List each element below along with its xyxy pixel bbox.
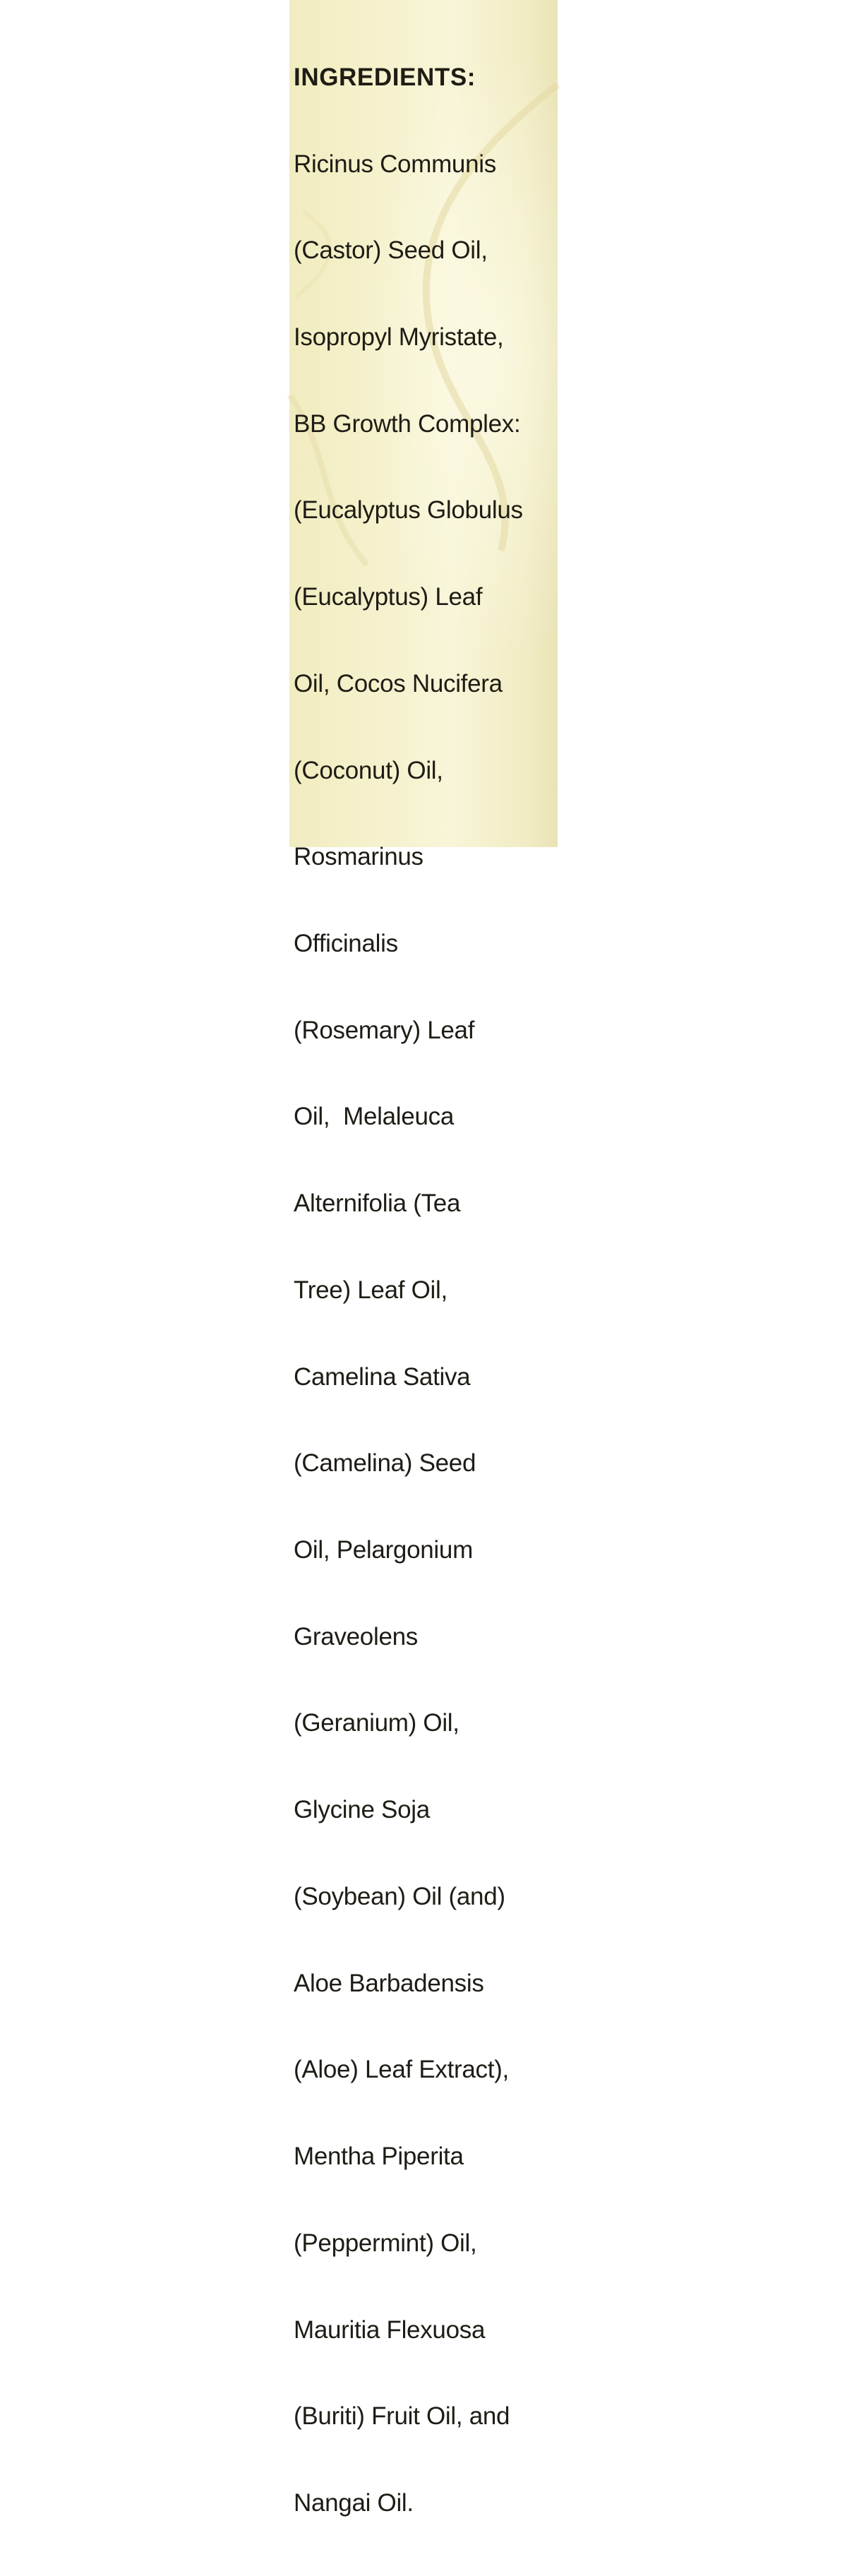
ingredients-heading: INGREDIENTS: (294, 63, 476, 91)
ingredient-line: Oil, Melaleuca (294, 1103, 454, 1131)
ingredient-line: Alternifolia (Tea (294, 1190, 461, 1218)
ingredient-line: Graveolens (294, 1622, 418, 1651)
ingredients-text (294, 6, 556, 2576)
ingredient-line: (Castor) Seed Oil, (294, 236, 488, 265)
ingredient-line: Oil, Pelargonium (294, 1536, 473, 1564)
ingredient-line: Mauritia Flexuosa (294, 2316, 486, 2344)
ingredient-line: Aloe Barbadensis (294, 1969, 484, 1997)
ingredient-line: BB Growth Complex: (294, 409, 521, 438)
ingredient-line: (Rosemary) Leaf (294, 1016, 475, 1044)
ingredient-line: Officinalis (294, 930, 398, 957)
ingredient-line: Nangai Oil. (294, 2488, 414, 2517)
ingredient-line: (Soybean) Oil (and) (294, 1882, 505, 1910)
ingredient-line: (Eucalyptus) Leaf (294, 583, 483, 611)
ingredient-line: Camelina Sativa (294, 1362, 471, 1391)
ingredient-line: (Camelina) Seed (294, 1449, 476, 1478)
ingredient-line: Mentha Piperita (294, 2143, 464, 2171)
bottle-label (289, 0, 558, 2517)
ingredient-line: Tree) Leaf Oil, (294, 1276, 447, 1304)
ingredient-line: Oil, Cocos Nucifera (294, 669, 503, 697)
ingredient-line: (Peppermint) Oil, (294, 2229, 477, 2257)
ingredient-line: Glycine Soja (294, 1796, 430, 1824)
ingredient-line: Ricinus Communis (294, 150, 496, 178)
ingredient-line: Rosmarinus (294, 843, 424, 871)
ingredient-line: (Coconut) Oil, (294, 756, 443, 784)
ingredient-line: (Geranium) Oil, (294, 1709, 459, 1737)
ingredient-line: Isopropyl Myristate, (294, 323, 504, 351)
ingredient-line: (Aloe) Leaf Extract), (294, 2056, 509, 2084)
ingredient-line: (Buriti) Fruit Oil, and (294, 2402, 510, 2431)
ingredient-line: (Eucalyptus Globulus (294, 496, 523, 525)
